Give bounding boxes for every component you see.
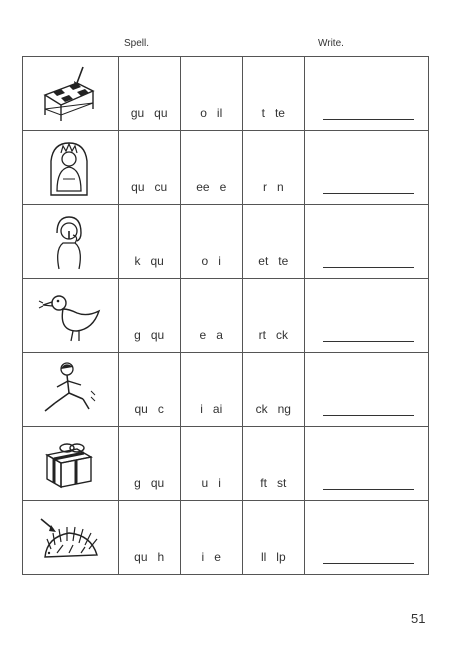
write-line[interactable] xyxy=(323,341,414,342)
letter-option[interactable]: e xyxy=(199,328,207,342)
spell-cell xyxy=(118,205,180,279)
letter-option[interactable]: i xyxy=(201,550,205,564)
spell-cell xyxy=(118,131,180,205)
letter-option[interactable]: qu xyxy=(154,106,168,120)
spell-cell xyxy=(242,353,304,427)
spell-cell xyxy=(118,427,180,501)
write-cell[interactable] xyxy=(304,131,428,205)
picture-cell xyxy=(23,131,119,205)
letter-option[interactable]: ll xyxy=(260,550,267,564)
letter-option[interactable]: ck xyxy=(255,402,268,416)
quilt-icon xyxy=(37,65,101,123)
spell-cell xyxy=(242,57,304,131)
letter-option[interactable]: u xyxy=(201,476,209,490)
letter-option[interactable]: ng xyxy=(277,402,291,416)
spell-cell xyxy=(242,501,304,575)
letter-option[interactable]: i xyxy=(218,476,221,490)
worksheet-row xyxy=(23,57,429,131)
spell-cell xyxy=(180,57,242,131)
write-cell[interactable] xyxy=(304,57,428,131)
spell-cell xyxy=(180,205,242,279)
letter-option[interactable]: il xyxy=(216,106,223,120)
letter-option[interactable]: g xyxy=(134,328,141,342)
picture-cell xyxy=(23,57,119,131)
letter-option[interactable]: qu xyxy=(150,476,165,490)
queen-icon xyxy=(37,139,101,197)
letter-option[interactable]: ck xyxy=(275,328,288,342)
letter-option[interactable]: qu xyxy=(131,180,145,194)
quiet-icon xyxy=(37,213,101,271)
letter-option[interactable]: qu xyxy=(150,328,165,342)
spell-cell xyxy=(242,279,304,353)
letter-option[interactable]: qu xyxy=(150,254,164,268)
spell-cell xyxy=(180,279,242,353)
write-line[interactable] xyxy=(323,563,414,564)
letter-option[interactable]: i xyxy=(200,402,203,416)
letter-option[interactable]: qu xyxy=(134,402,148,416)
worksheet-row xyxy=(23,131,429,205)
spell-cell xyxy=(180,131,242,205)
spell-cell xyxy=(118,57,180,131)
letter-option[interactable]: st xyxy=(276,476,287,490)
picture-cell xyxy=(23,279,119,353)
letter-option[interactable]: lp xyxy=(276,550,286,564)
spell-cell xyxy=(118,353,180,427)
quill-icon xyxy=(37,509,101,567)
quack-icon xyxy=(37,287,101,345)
letter-option[interactable]: qu xyxy=(134,550,148,564)
worksheet-row xyxy=(23,353,429,427)
spell-cell xyxy=(118,501,180,575)
spell-cell xyxy=(180,427,242,501)
letter-option[interactable]: o xyxy=(200,106,207,120)
write-cell[interactable] xyxy=(304,353,428,427)
worksheet-row xyxy=(23,501,429,575)
letter-option[interactable]: t xyxy=(261,106,265,120)
letter-option[interactable]: te xyxy=(274,106,285,120)
write-header: Write. xyxy=(318,38,344,49)
letter-option[interactable]: ai xyxy=(212,402,223,416)
write-cell[interactable] xyxy=(304,205,428,279)
spell-cell xyxy=(242,205,304,279)
picture-cell xyxy=(23,501,119,575)
letter-option[interactable]: i xyxy=(218,254,221,268)
letter-option[interactable]: cu xyxy=(154,180,168,194)
write-cell[interactable] xyxy=(304,427,428,501)
letter-option[interactable]: c xyxy=(157,402,164,416)
write-line[interactable] xyxy=(323,193,414,194)
letter-option[interactable]: r xyxy=(262,180,267,194)
spell-cell xyxy=(242,131,304,205)
worksheet-grid xyxy=(22,56,429,575)
spell-cell xyxy=(118,279,180,353)
letter-option[interactable]: gu xyxy=(130,106,145,120)
letter-option[interactable]: e xyxy=(214,550,221,564)
write-line[interactable] xyxy=(323,267,414,268)
spell-cell xyxy=(180,353,242,427)
spell-cell xyxy=(242,427,304,501)
picture-cell xyxy=(23,353,119,427)
worksheet-row xyxy=(23,427,429,501)
letter-option[interactable]: te xyxy=(278,254,289,268)
letter-option[interactable]: e xyxy=(219,180,227,194)
letter-option[interactable]: ft xyxy=(260,476,267,490)
write-line[interactable] xyxy=(323,489,414,490)
worksheet-row xyxy=(23,205,429,279)
spell-cell xyxy=(180,501,242,575)
write-line[interactable] xyxy=(323,415,414,416)
letter-option[interactable]: h xyxy=(157,550,165,564)
letter-option[interactable]: et xyxy=(258,254,269,268)
gift-icon xyxy=(37,435,101,493)
write-cell[interactable] xyxy=(304,501,428,575)
letter-option[interactable]: n xyxy=(276,180,284,194)
write-line[interactable] xyxy=(323,119,414,120)
letter-option[interactable]: o xyxy=(201,254,209,268)
spell-header: Spell. xyxy=(124,38,150,49)
letter-option[interactable]: k xyxy=(134,254,141,268)
worksheet-row xyxy=(23,279,429,353)
picture-cell xyxy=(23,205,119,279)
picture-cell xyxy=(23,427,119,501)
write-cell[interactable] xyxy=(304,279,428,353)
letter-option[interactable]: g xyxy=(134,476,141,490)
page-number: 51 xyxy=(411,611,426,626)
letter-option[interactable]: ee xyxy=(196,180,210,194)
letter-option[interactable]: rt xyxy=(258,328,266,342)
quick-icon xyxy=(37,361,101,419)
letter-option[interactable]: a xyxy=(216,328,223,342)
